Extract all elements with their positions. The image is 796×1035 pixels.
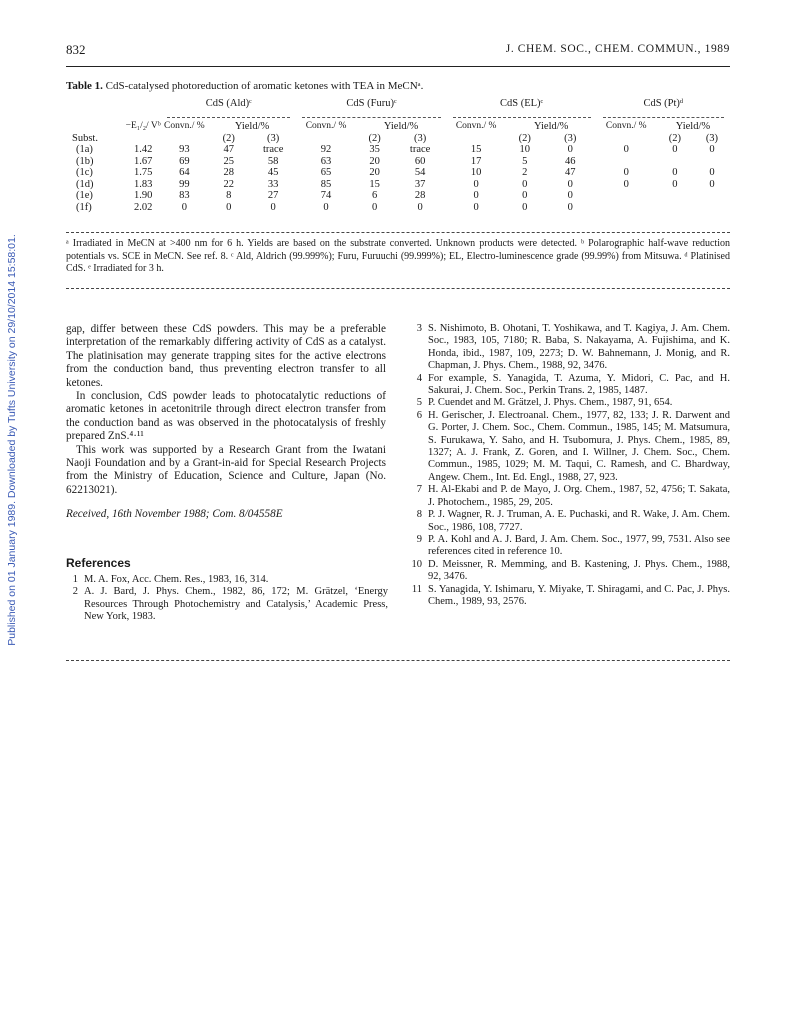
table-cell: 47 bbox=[223, 144, 235, 155]
reference-item bbox=[410, 584, 730, 609]
table-cell: 15 bbox=[470, 144, 482, 155]
product-2-header: (2) bbox=[668, 132, 681, 144]
table-footnote: ᵃ Irradiated in MeCN at >400 nm for 6 h. Yields are based on the substrate converted. Unknown products were detected. ᵇ Polarographic half-wave reduction potentials vs. SCE in MeCN. See ref. 8. ᶜ Ald, Aldrich (99.999%); Furu, Furuuchi (99.999%); EL, Electro-luminescence grade (99.99%) from Mitsuwa. ᵈ Platinised CdS. ᵉ Irradiated for 3 h. bbox=[66, 238, 730, 274]
paragraph: gap, differ between these CdS powders. This may be a preferable interpretation of the remarkably differing activity of CdS as a catalyst. The platinisation may generate trapping sites for the active electrons from the conduction band, thus preventing electron transfer to all ketones. bbox=[66, 323, 386, 389]
reference-number: 6 bbox=[416, 409, 422, 421]
table-bottom-rule bbox=[66, 232, 730, 233]
reference-item bbox=[410, 509, 730, 534]
table-cell: 28 bbox=[223, 167, 235, 178]
table-cell: 0 bbox=[623, 144, 629, 155]
table-cell: 0 bbox=[567, 201, 573, 213]
table-cell: trace bbox=[409, 144, 431, 155]
table-cell: 45 bbox=[267, 167, 279, 178]
download-notice bbox=[4, 235, 20, 645]
table-cell bbox=[656, 202, 694, 214]
table-cell: 83 bbox=[179, 190, 190, 201]
table-cell: 33 bbox=[267, 178, 279, 190]
table-cell: 0 bbox=[672, 178, 678, 190]
table-cell: 0 bbox=[567, 144, 573, 155]
table-cell: 63 bbox=[320, 155, 332, 167]
table-cell: 28 bbox=[414, 190, 426, 201]
table-cell: 74 bbox=[320, 190, 332, 201]
reference-item bbox=[66, 574, 388, 586]
reference-item bbox=[410, 484, 730, 509]
reference-list bbox=[410, 323, 730, 608]
reference-item bbox=[410, 534, 730, 559]
table-cell bbox=[694, 156, 730, 168]
group-label: CdS (Ald)ᶜ bbox=[205, 98, 252, 109]
table-cell: 6 bbox=[372, 190, 378, 201]
table-cell: 0 bbox=[672, 144, 678, 155]
reference-text: A. J. Bard, J. Phys. Chem., 1982, 86, 172; M. Grätzel, ‘Energy Resources Through Photochemistry and Catalysis,’ Academic Press, New York, 1983. bbox=[84, 586, 388, 623]
reference-number: 8 bbox=[416, 509, 422, 521]
product-3-header: (3) bbox=[267, 132, 280, 144]
product-2-header: (2) bbox=[222, 132, 235, 144]
reference-text: P. J. Wagner, R. J. Truman, A. E. Puchaski, and R. Wake, J. Am. Chem. Soc., 1986, 108, 7727. bbox=[428, 509, 730, 533]
table-cell: 2.02 bbox=[133, 201, 153, 213]
table-cell: 85 bbox=[320, 178, 332, 190]
product-3-header: (3) bbox=[414, 132, 427, 144]
table-row bbox=[66, 156, 730, 168]
conversion-header: Convn./ % bbox=[164, 121, 205, 131]
table-cell: 1.83 bbox=[133, 178, 153, 190]
download-notice-text: Published on 01 January 1989. Downloaded by Tufts University on 29/10/2014 15:58:01. bbox=[6, 234, 18, 646]
group-label: CdS (EL)ᶜ bbox=[499, 98, 544, 109]
table-row bbox=[66, 190, 730, 202]
table-cell: 0 bbox=[623, 167, 629, 178]
journal-header: J. CHEM. SOC., CHEM. COMMUN., 1989 bbox=[505, 43, 730, 55]
reference-number: 4 bbox=[416, 372, 422, 384]
table-cell: 0 bbox=[181, 201, 187, 213]
reference-item bbox=[410, 397, 730, 409]
reference-number: 3 bbox=[416, 323, 422, 334]
table-cell: 20 bbox=[369, 167, 380, 178]
table-row bbox=[66, 179, 730, 191]
table-cell: 27 bbox=[267, 190, 279, 201]
table-cell: 1.75 bbox=[133, 167, 153, 178]
reference-number: 7 bbox=[416, 484, 422, 496]
table-cell: 0 bbox=[522, 201, 528, 213]
table-cell: 20 bbox=[369, 155, 380, 167]
reference-text: D. Meissner, R. Memming, and B. Kastening, J. Phys. Chem., 1988, 92, 3476. bbox=[428, 558, 730, 583]
reference-text: S. Yanagida, Y. Ishimaru, Y. Miyake, T. Shiragami, and C. Pac, J. Phys. Chem., 1989, 93, 2576. bbox=[428, 583, 730, 607]
table-cell: 1.42 bbox=[133, 144, 153, 155]
table-row bbox=[66, 144, 730, 156]
product-2-header: (2) bbox=[368, 132, 381, 144]
table-cell: 25 bbox=[223, 155, 235, 167]
conversion-header: Convn./ % bbox=[605, 121, 647, 131]
table-cell: 10 bbox=[470, 167, 482, 178]
table-cell: 64 bbox=[179, 167, 190, 178]
reference-number: 2 bbox=[72, 586, 78, 598]
reference-item bbox=[410, 323, 730, 373]
table-cell: (1d) bbox=[76, 178, 94, 190]
table-cell: 0 bbox=[672, 167, 678, 178]
reference-number: 5 bbox=[416, 397, 422, 409]
reference-number: 11 bbox=[411, 583, 422, 595]
table-cell: 0 bbox=[709, 178, 715, 190]
table-row bbox=[66, 167, 730, 179]
reference-item bbox=[410, 373, 730, 398]
table-cell: 0 bbox=[372, 201, 378, 213]
table-cell: 60 bbox=[414, 155, 426, 167]
table-cell bbox=[597, 190, 656, 202]
table-cell: 0 bbox=[473, 190, 479, 201]
table-cell: 0 bbox=[226, 201, 232, 213]
product-2-header: (2) bbox=[518, 132, 531, 144]
reference-text: H. Al-Ekabi and P. de Mayo, J. Org. Chem., 1987, 52, 4756; T. Sakata, J. Photochem., 1985, 29, 205. bbox=[428, 484, 730, 508]
table-cell: 0 bbox=[567, 178, 573, 190]
table-cell: 0 bbox=[270, 201, 276, 213]
page-number: 832 bbox=[66, 42, 86, 57]
table-cell: 65 bbox=[320, 167, 332, 178]
table-cell: 5 bbox=[522, 155, 528, 167]
table-cell: 58 bbox=[267, 155, 279, 167]
reference-item bbox=[410, 559, 730, 584]
table-cell: 0 bbox=[567, 190, 573, 201]
table-cell: 0 bbox=[522, 178, 528, 190]
table-cell: 47 bbox=[564, 167, 576, 178]
table-cell: 0 bbox=[623, 178, 629, 190]
table-cell bbox=[694, 202, 730, 214]
table-cell: 99 bbox=[179, 178, 190, 190]
received-date: Received, 16th November 1988; Com. 8/04558E bbox=[66, 508, 283, 520]
table-cell: 1.90 bbox=[133, 190, 153, 201]
reference-list bbox=[66, 574, 388, 624]
potential-header: −E₁/₂/ Vᵇ bbox=[125, 121, 161, 131]
table-cell bbox=[597, 156, 656, 168]
table-cell: (1c) bbox=[76, 167, 93, 178]
table-cell: 15 bbox=[369, 178, 380, 190]
table-cell: 8 bbox=[226, 190, 232, 201]
table-group-header bbox=[66, 98, 730, 110]
table-cell: 46 bbox=[564, 155, 576, 167]
group-label: CdS (Pt)ᵈ bbox=[643, 98, 684, 109]
conversion-header: Convn./ % bbox=[455, 121, 497, 131]
table-cell: 17 bbox=[470, 155, 482, 167]
yield-header: Yield/% bbox=[675, 121, 711, 132]
paragraph: This work was supported by a Research Grant from the Iwatani Naoji Foundation and by a Grant-in-aid for Special Research Projects from the Ministry of Education, Science and Culture, Japan (No. 62213021). bbox=[66, 443, 386, 496]
table-caption-label: Table 1. bbox=[66, 80, 103, 92]
table-cell: (1f) bbox=[76, 201, 92, 213]
table-cell: 22 bbox=[223, 178, 235, 190]
table-cell: 10 bbox=[519, 144, 531, 155]
substrate-header: Subst. bbox=[72, 132, 98, 144]
references-heading: References bbox=[66, 556, 131, 570]
product-3-header: (3) bbox=[564, 132, 577, 144]
table-cell: 2 bbox=[522, 167, 528, 178]
body-text bbox=[66, 323, 386, 497]
table-cell: (1a) bbox=[76, 144, 93, 155]
reference-text: S. Nishimoto, B. Ohotani, T. Yoshikawa, and T. Kagiya, J. Am. Chem. Soc., 1983, 105, 7180; R. Baba, S. Nakayama, A. Fujishima, and K. Honda, ibid., 1987, 109, 2273; D. W. Bahnemann, J. Monig, and R. Chapman, J. Phys. Chem., 1988, 92, 3476. bbox=[428, 323, 730, 372]
table-cell: 0 bbox=[473, 201, 479, 213]
header-rule bbox=[66, 66, 730, 67]
product-3-header: (3) bbox=[705, 132, 719, 144]
table-cell: 93 bbox=[179, 144, 190, 155]
table-cell bbox=[656, 190, 694, 202]
table-cell: 0 bbox=[709, 144, 715, 155]
reference-item bbox=[410, 410, 730, 484]
group-label: CdS (Furu)ᶜ bbox=[346, 98, 397, 109]
table-cell: 37 bbox=[414, 178, 426, 190]
yield-header: Yield/% bbox=[383, 121, 419, 132]
table-row bbox=[66, 202, 730, 214]
footer-rule bbox=[66, 660, 730, 661]
conversion-header: Convn./ % bbox=[305, 121, 347, 131]
table-cell: (1b) bbox=[76, 155, 94, 167]
table-cell: 0 bbox=[323, 201, 329, 213]
table-cell: 1.67 bbox=[133, 155, 153, 167]
table-cell: 0 bbox=[522, 190, 528, 201]
reference-text: H. Gerischer, J. Electroanal. Chem., 1977, 82, 133; J. R. Darwent and G. Porter, J. Chem. Soc., Chem. Commun., 1985, 145; M. Matsumura, S. Furukawa, Y. Saho, and H. Tsubomura, J. Phys. Chem., 1985, 89, 1327; A. J. Frank, Z. Goren, and I. Willner, J. Chem. Soc., Chem. Commun., 1985, 1029; M. M. Taqui, C. Ramesh, and C. Bhardway, Angew. Chem., Int. Ed. Engl., 1988, 27, 923. bbox=[428, 409, 730, 483]
yield-header: Yield/% bbox=[533, 121, 569, 132]
table-cell bbox=[694, 190, 730, 202]
reference-text: P. A. Kohl and A. J. Bard, J. Am. Chem. Soc., 1977, 99, 7531. Also see references cited in reference 10. bbox=[428, 533, 730, 558]
table-cell: trace bbox=[262, 144, 284, 155]
table-cell: 0 bbox=[417, 201, 423, 213]
table-cell: (1e) bbox=[76, 190, 93, 201]
reference-number: 1 bbox=[72, 574, 78, 585]
reference-text: M. A. Fox, Acc. Chem. Res., 1983, 16, 314. bbox=[84, 574, 269, 585]
table-cell bbox=[656, 156, 694, 168]
table-cell bbox=[597, 202, 656, 214]
reference-number: 9 bbox=[416, 533, 422, 545]
table-cell: 92 bbox=[320, 144, 332, 155]
table-cell: 54 bbox=[414, 167, 426, 178]
table-cell: 35 bbox=[369, 144, 380, 155]
table-cell: 0 bbox=[709, 167, 715, 178]
footnote-rule bbox=[66, 288, 730, 289]
reference-number: 10 bbox=[411, 558, 422, 570]
table-cell: 0 bbox=[473, 178, 479, 190]
reference-item bbox=[66, 586, 388, 623]
paragraph: In conclusion, CdS powder leads to photocatalytic reductions of aromatic ketones in acetonitrile through direct electron transfer from the conduction band as was observed in the photocatalysis of freshly prepared ZnS.⁴·¹¹ bbox=[66, 390, 386, 443]
results-table bbox=[66, 98, 730, 213]
yield-header: Yield/% bbox=[234, 121, 270, 132]
table-caption bbox=[66, 80, 423, 92]
reference-text: For example, S. Yanagida, T. Azuma, Y. Midori, C. Pac, and H. Sakurai, J. Chem. Soc., Perkin Trans. 2, 1985, 1487. bbox=[428, 372, 730, 397]
table-caption-text: CdS-catalysed photoreduction of aromatic ketones with TEA in MeCNᵃ. bbox=[105, 80, 424, 92]
table-cell: 69 bbox=[179, 155, 190, 167]
reference-text: P. Cuendet and M. Grätzel, J. Phys. Chem., 1987, 91, 654. bbox=[428, 397, 673, 409]
